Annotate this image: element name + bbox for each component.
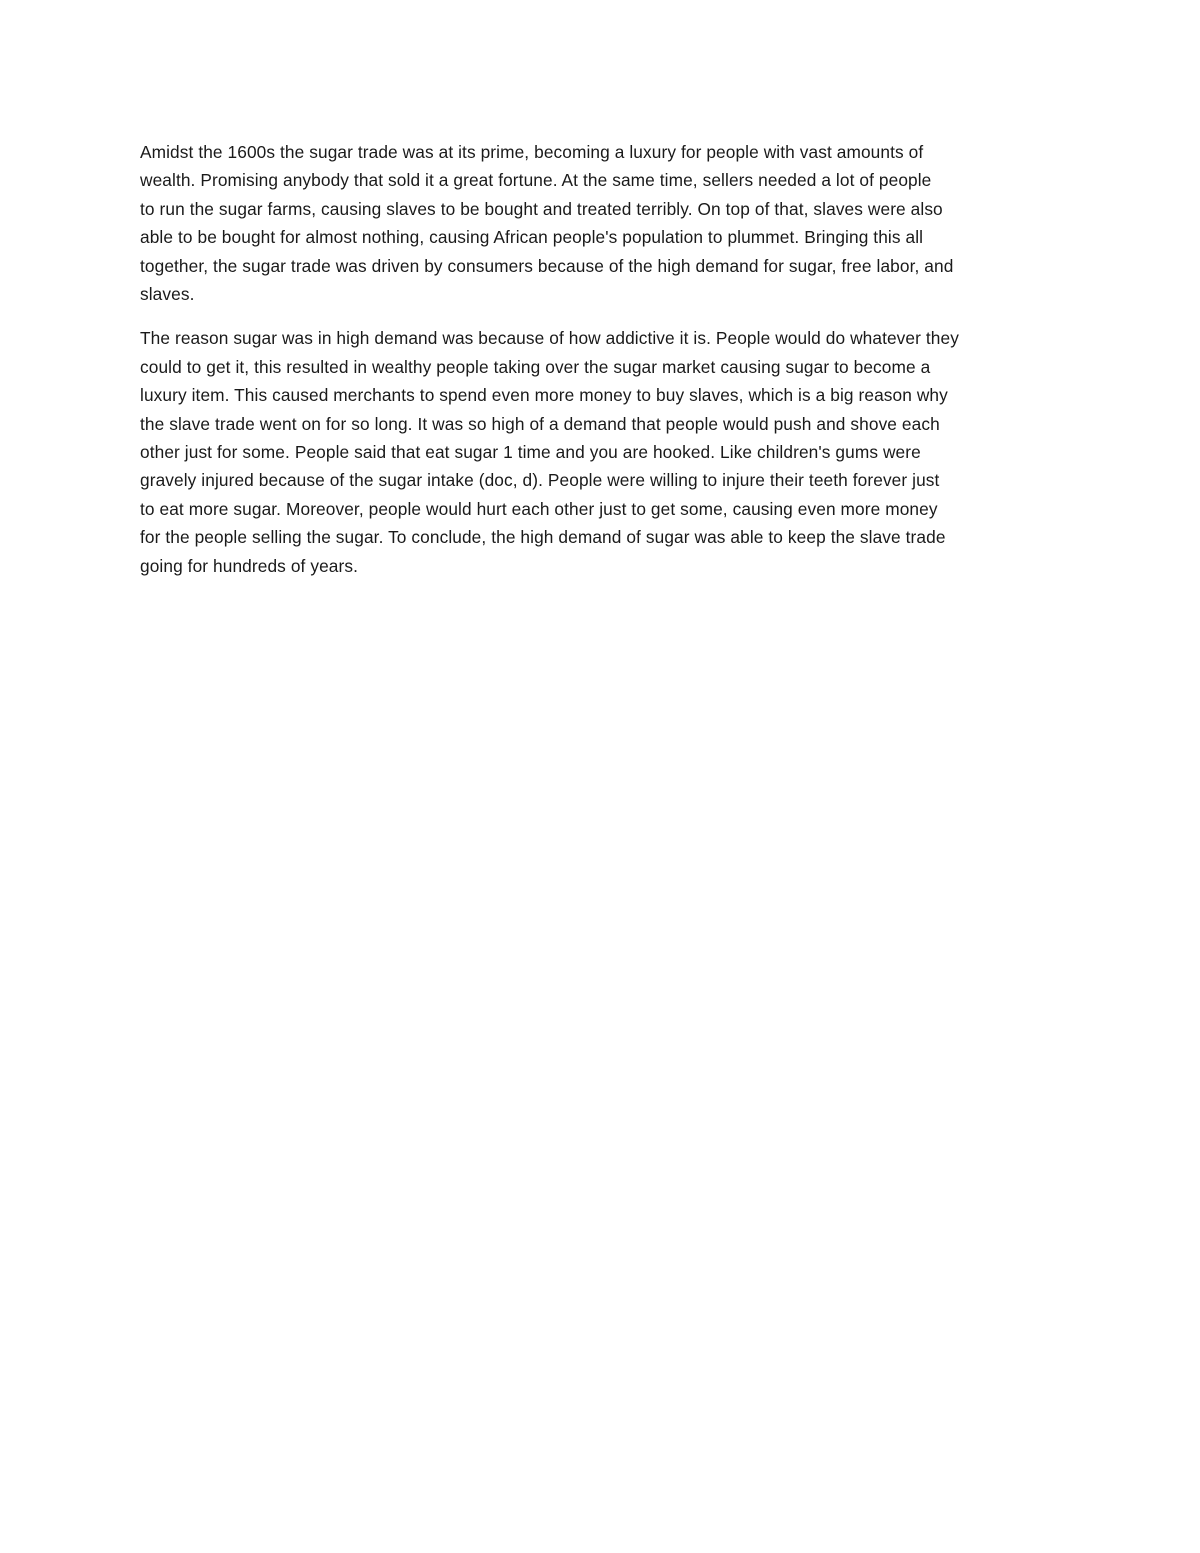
paragraph-line: for the people selling the sugar. To conclude, the high demand of sugar was able to keep the slave trade: [140, 527, 946, 548]
paragraph-line: to eat more sugar. Moreover, people would hurt each other just to get some, causing even more money: [140, 498, 938, 519]
paragraph-line: the slave trade went on for so long. It was so high of a demand that people would push and shove each: [140, 413, 940, 434]
paragraph-2: [140, 324, 1070, 580]
paragraph-line: slaves.: [140, 284, 195, 305]
paragraph-line: to run the sugar farms, causing slaves to be bought and treated terribly. On top of that, slaves were also: [140, 198, 943, 219]
paragraph-1: [140, 138, 1070, 308]
paragraph-line: gravely injured because of the sugar intake (doc, d). People were willing to injure their teeth forever just: [140, 470, 940, 491]
paragraph-line: able to be bought for almost nothing, causing African people's population to plummet. Bringing this all: [140, 227, 924, 248]
paragraph-line: luxury item. This caused merchants to spend even more money to buy slaves, which is a big reason why: [140, 385, 948, 406]
paragraph-line: other just for some. People said that eat sugar 1 time and you are hooked. Like children's gums were: [140, 442, 921, 463]
paragraph-line: going for hundreds of years.: [140, 555, 358, 576]
paragraph-line: together, the sugar trade was driven by consumers because of the high demand for sugar, free labor, and: [140, 255, 954, 276]
paragraph-line: wealth. Promising anybody that sold it a great fortune. At the same time, sellers needed a lot of people: [140, 170, 932, 191]
paragraph-line: Amidst the 1600s the sugar trade was at its prime, becoming a luxury for people with vast amounts of: [140, 142, 924, 162]
document-body: [140, 138, 1070, 596]
paragraph-line: The reason sugar was in high demand was because of how addictive it is. People would do whatever they: [140, 328, 959, 349]
paragraph-line: could to get it, this resulted in wealthy people taking over the sugar market causing sugar to become a: [140, 356, 931, 377]
